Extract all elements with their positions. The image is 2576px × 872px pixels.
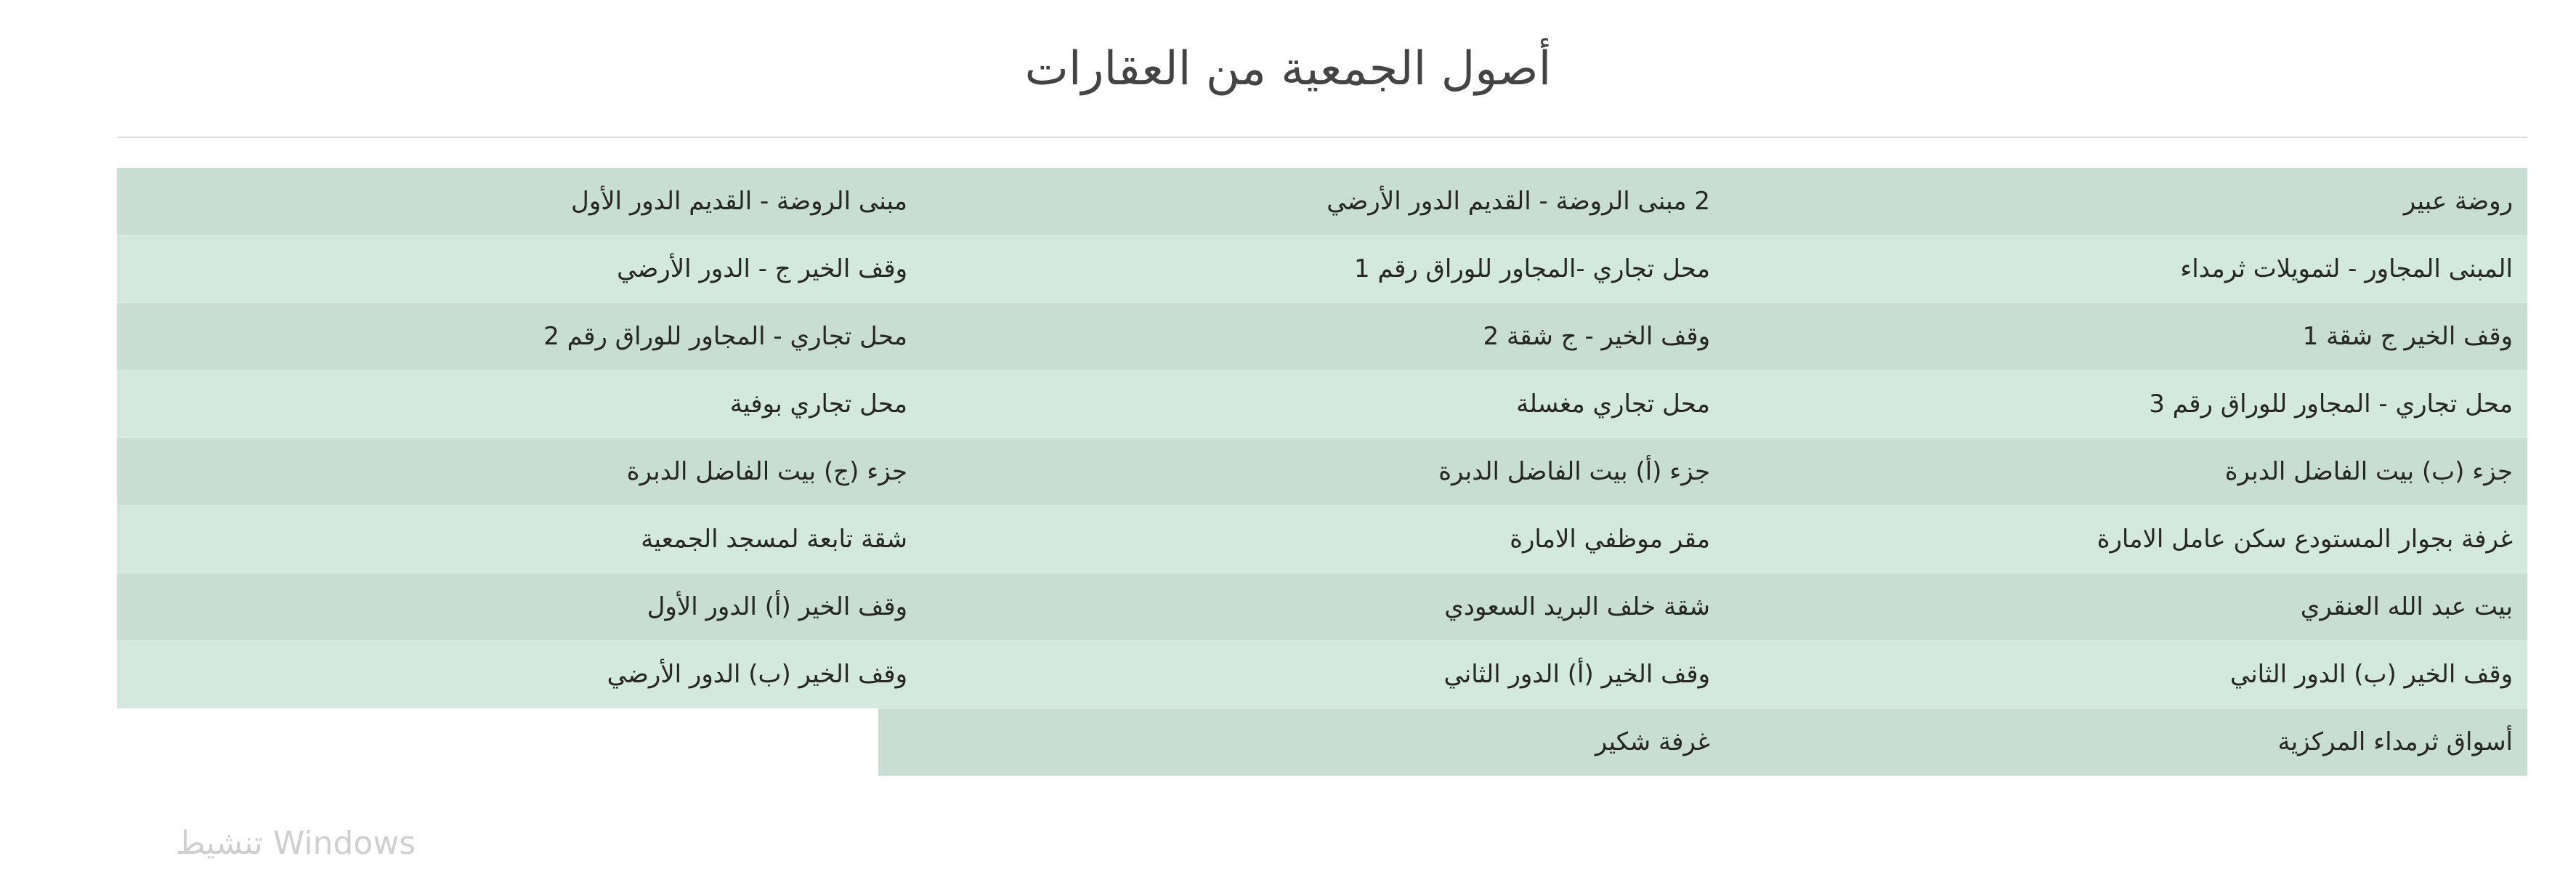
table-row xyxy=(117,573,2527,641)
property-item[interactable]: محل تجاري - المجاور للوراق رقم 3 xyxy=(2149,389,2513,419)
property-item[interactable]: وقف الخير ج - الدور الأرضي xyxy=(617,254,907,283)
property-item[interactable]: وقف الخير (ب) الدور الثاني xyxy=(2229,660,2513,689)
properties-grid xyxy=(117,168,2527,776)
activation-watermark: تنشيط Windows xyxy=(176,825,416,862)
property-item[interactable]: وقف الخير - ج شقة 2 xyxy=(1483,322,1710,351)
property-item[interactable]: محل تجاري - المجاور للوراق رقم 2 xyxy=(543,322,907,351)
property-item[interactable]: وقف الخير (أ) الدور الأول xyxy=(647,592,907,621)
table-row xyxy=(117,235,2527,303)
property-item[interactable]: غرفة بجوار المستودع سكن عامل الامارة xyxy=(2097,525,2513,554)
property-item[interactable]: أسواق ثرمداء المركزية xyxy=(2277,727,2513,756)
table-row xyxy=(878,708,2527,776)
property-item[interactable]: جزء (أ) بيت الفاضل الدبرة xyxy=(1438,457,1710,486)
property-item[interactable]: غرفة شكير xyxy=(1595,727,1710,756)
property-item[interactable]: محل تجاري بوفية xyxy=(729,389,907,419)
property-item[interactable]: بيت عبد الله العنقري xyxy=(2300,592,2513,621)
table-row xyxy=(117,168,2527,235)
property-item[interactable]: مبنى الروضة - القديم الدور الأول xyxy=(571,187,907,216)
table-row xyxy=(117,303,2527,371)
property-item[interactable]: وقف الخير ج شقة 1 xyxy=(2302,322,2513,351)
property-item[interactable]: وقف الخير (ب) الدور الأرضي xyxy=(607,660,907,689)
property-item[interactable]: المبنى المجاور - لتمويلات ثرمداء xyxy=(2180,254,2513,283)
property-item[interactable]: جزء (ب) بيت الفاضل الدبرة xyxy=(2224,457,2513,486)
table-row xyxy=(117,438,2527,506)
property-item[interactable]: 2 مبنى الروضة - القديم الدور الأرضي xyxy=(1327,187,1710,216)
property-item[interactable]: محل تجاري -المجاور للوراق رقم 1 xyxy=(1354,254,1710,283)
title-divider xyxy=(117,137,2527,138)
page-title: أصول الجمعية من العقارات xyxy=(1024,42,1552,96)
property-item[interactable]: محل تجاري مغسلة xyxy=(1516,389,1710,419)
property-item[interactable]: شقة تابعة لمسجد الجمعية xyxy=(641,525,907,554)
property-item[interactable]: مقر موظفي الامارة xyxy=(1510,525,1710,554)
property-item[interactable]: شقة خلف البريد السعودي xyxy=(1444,592,1710,621)
property-item[interactable]: جزء (ج) بيت الفاضل الدبرة xyxy=(626,457,907,486)
table-row xyxy=(117,506,2527,573)
property-item[interactable]: وقف الخير (أ) الدور الثاني xyxy=(1443,660,1710,689)
table-row xyxy=(117,641,2527,708)
table-row xyxy=(117,371,2527,438)
property-item[interactable]: روضة عبير xyxy=(2403,187,2513,216)
